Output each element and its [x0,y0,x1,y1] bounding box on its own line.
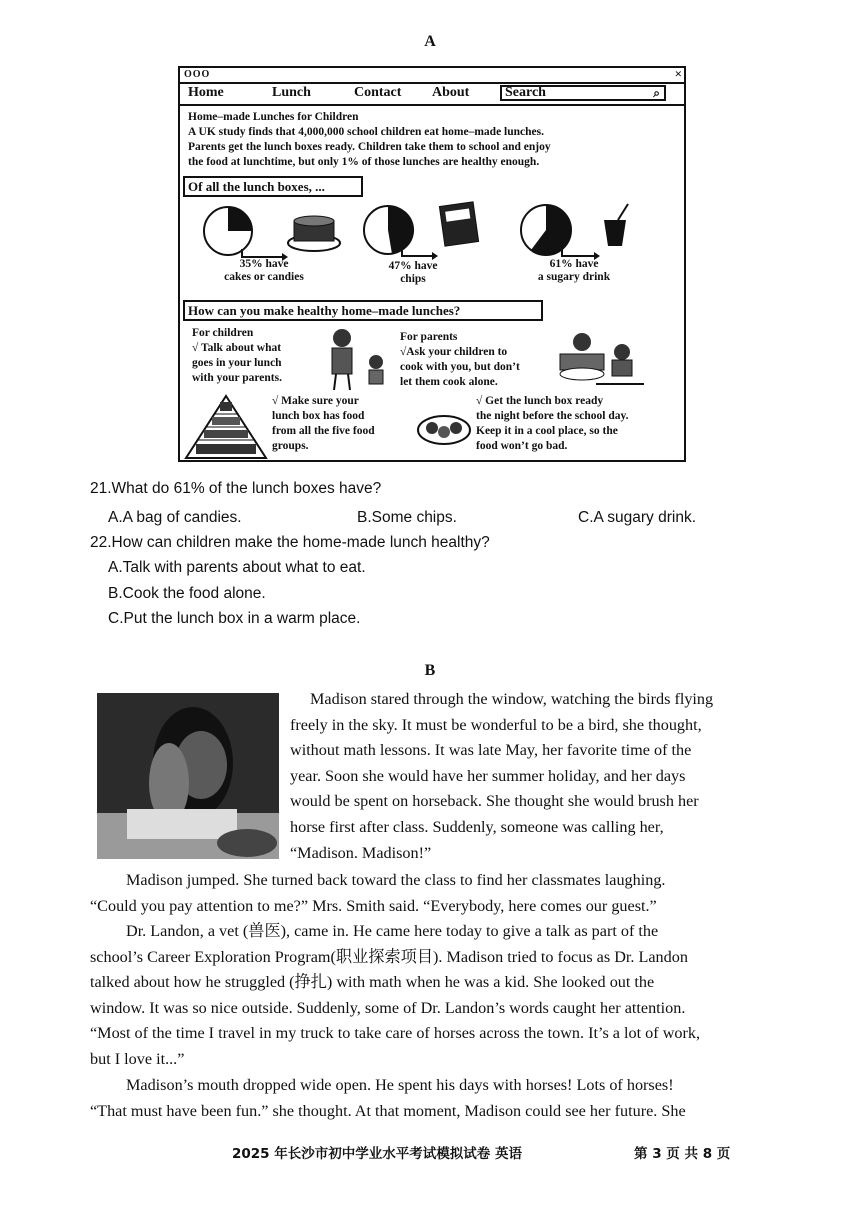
nav-about: About [432,85,470,100]
stat-chips-graphic [362,200,492,260]
paragraph-2: Madison jumped. She turned back toward the class to find her classmates laughing. “Could you pay attention to me?” Mrs. Smith said. “Everybody, here comes our guest.” [90,871,666,915]
nav-home: Home [188,85,224,100]
pie-slice-chips [388,206,414,254]
question-22: 22.How can children make the home-made lunch healthy? [90,534,490,551]
parent-child-illustration [322,326,394,392]
stat-cakes-graphic [202,205,352,261]
food-pyramid-icon [184,394,268,460]
search-label: Search [505,85,546,100]
option-c: C.Put the lunch box in a warm place. [108,610,361,627]
paragraph-4: Madison’s mouth dropped wide open. He spent his days with horses! Lots of horses! “That must have been fun.” she thought. At that moment, Madison could see her future. She [90,1076,686,1120]
stat-chips-caption: 47% have chips [388,260,438,285]
stat-drink-graphic [518,202,658,262]
intro-title: Home–made Lunches for Children [188,111,359,123]
intro-line: A UK study finds that 4,000,000 school children eat home–made lunches. [188,126,545,138]
intro-line: the food at lunchtime, but only 1% of those lunches are healthy enough. [188,156,540,168]
search-box [500,85,666,101]
option-b: B.Cook the food alone. [108,585,266,602]
option-a: A.Talk with parents about what to eat. [108,559,366,576]
page-number: 第 3 页 共 8 页 [634,1146,731,1162]
food-groups-tip: √ Make sure your lunch box has food from all the five food groups. [272,395,375,452]
stat-cakes-caption: 35% have cakes or candies [224,258,304,283]
chips-bag-icon [439,202,478,246]
section-a-heading: A [424,33,436,50]
option-b: B.Some chips. [357,509,457,526]
section-healthy-tips: How can you make healthy home–made lunches? [183,300,543,321]
close-icon: × [674,66,682,81]
parents-tip: For parents √Ask your children to cook with you, but don’t let them cook alone. [400,331,520,388]
option-c: C.A sugary drink. [578,509,697,526]
paragraph-1: Madison stared through the window, watching the birds flying freely in the sky. It must be wonderful to be a bird, she thought, without math lessons. It was late May, her favorite time of the year. Soon she would have her summer holiday, and her days would be spent on horseback. She thought she would brush her horse first after class. Suddenly, someone was calling her, “Madison. Madison!” [290,690,714,862]
section-b-heading: B [424,662,436,679]
nav-bar [180,84,684,106]
window-dots: OOO [184,69,211,80]
webpage-mockup [178,66,686,462]
option-a: A.A bag of candies. [108,509,242,526]
arrow-line [242,249,282,257]
exam-title: 2025 年长沙市初中学业水平考试模拟试卷 英语 [232,1146,522,1162]
drink-cup-icon [604,220,626,246]
window-titlebar [180,68,684,84]
stat-drink-caption: 61% have a sugary drink [537,258,611,283]
section-lunch-boxes: Of all the lunch boxes, ... [183,176,363,197]
lunch-box-icon [416,412,472,446]
paragraph-3: Dr. Landon, a vet (兽医), came in. He came here today to give a talk as part of the school’s Career Exploration Program(职业探索项目). Madison tried to focus as Dr. Landon talked about how he struggled (挣扎) with math when he was a kid. She looked out the window. It was so nice outside. Suddenly, some of Dr. Landon’s words caught her attention. “Most of the time I travel in my truck to take care of horses across the town. It’s a lot of work, but I love it...” [90,922,701,1068]
question-21: 21.What do 61% of the lunch boxes have? [90,480,382,497]
lunch-ready-tip: √ Get the lunch box ready the night before the school day. Keep it in a cool place, so the food won’t go bad. [476,395,629,452]
intro-line: Parents get the lunch boxes ready. Children take them to school and enjoy [188,141,551,153]
nav-contact: Contact [354,85,402,100]
pie-slice-cakes [228,207,252,231]
search-icon: ⌕ [653,86,660,100]
children-tip: For children √ Talk about what goes in your lunch with your parents. [192,327,282,384]
cooking-illustration [556,330,646,386]
madison-photo [97,693,279,859]
intro-text [188,110,678,170]
nav-lunch: Lunch [272,85,311,100]
